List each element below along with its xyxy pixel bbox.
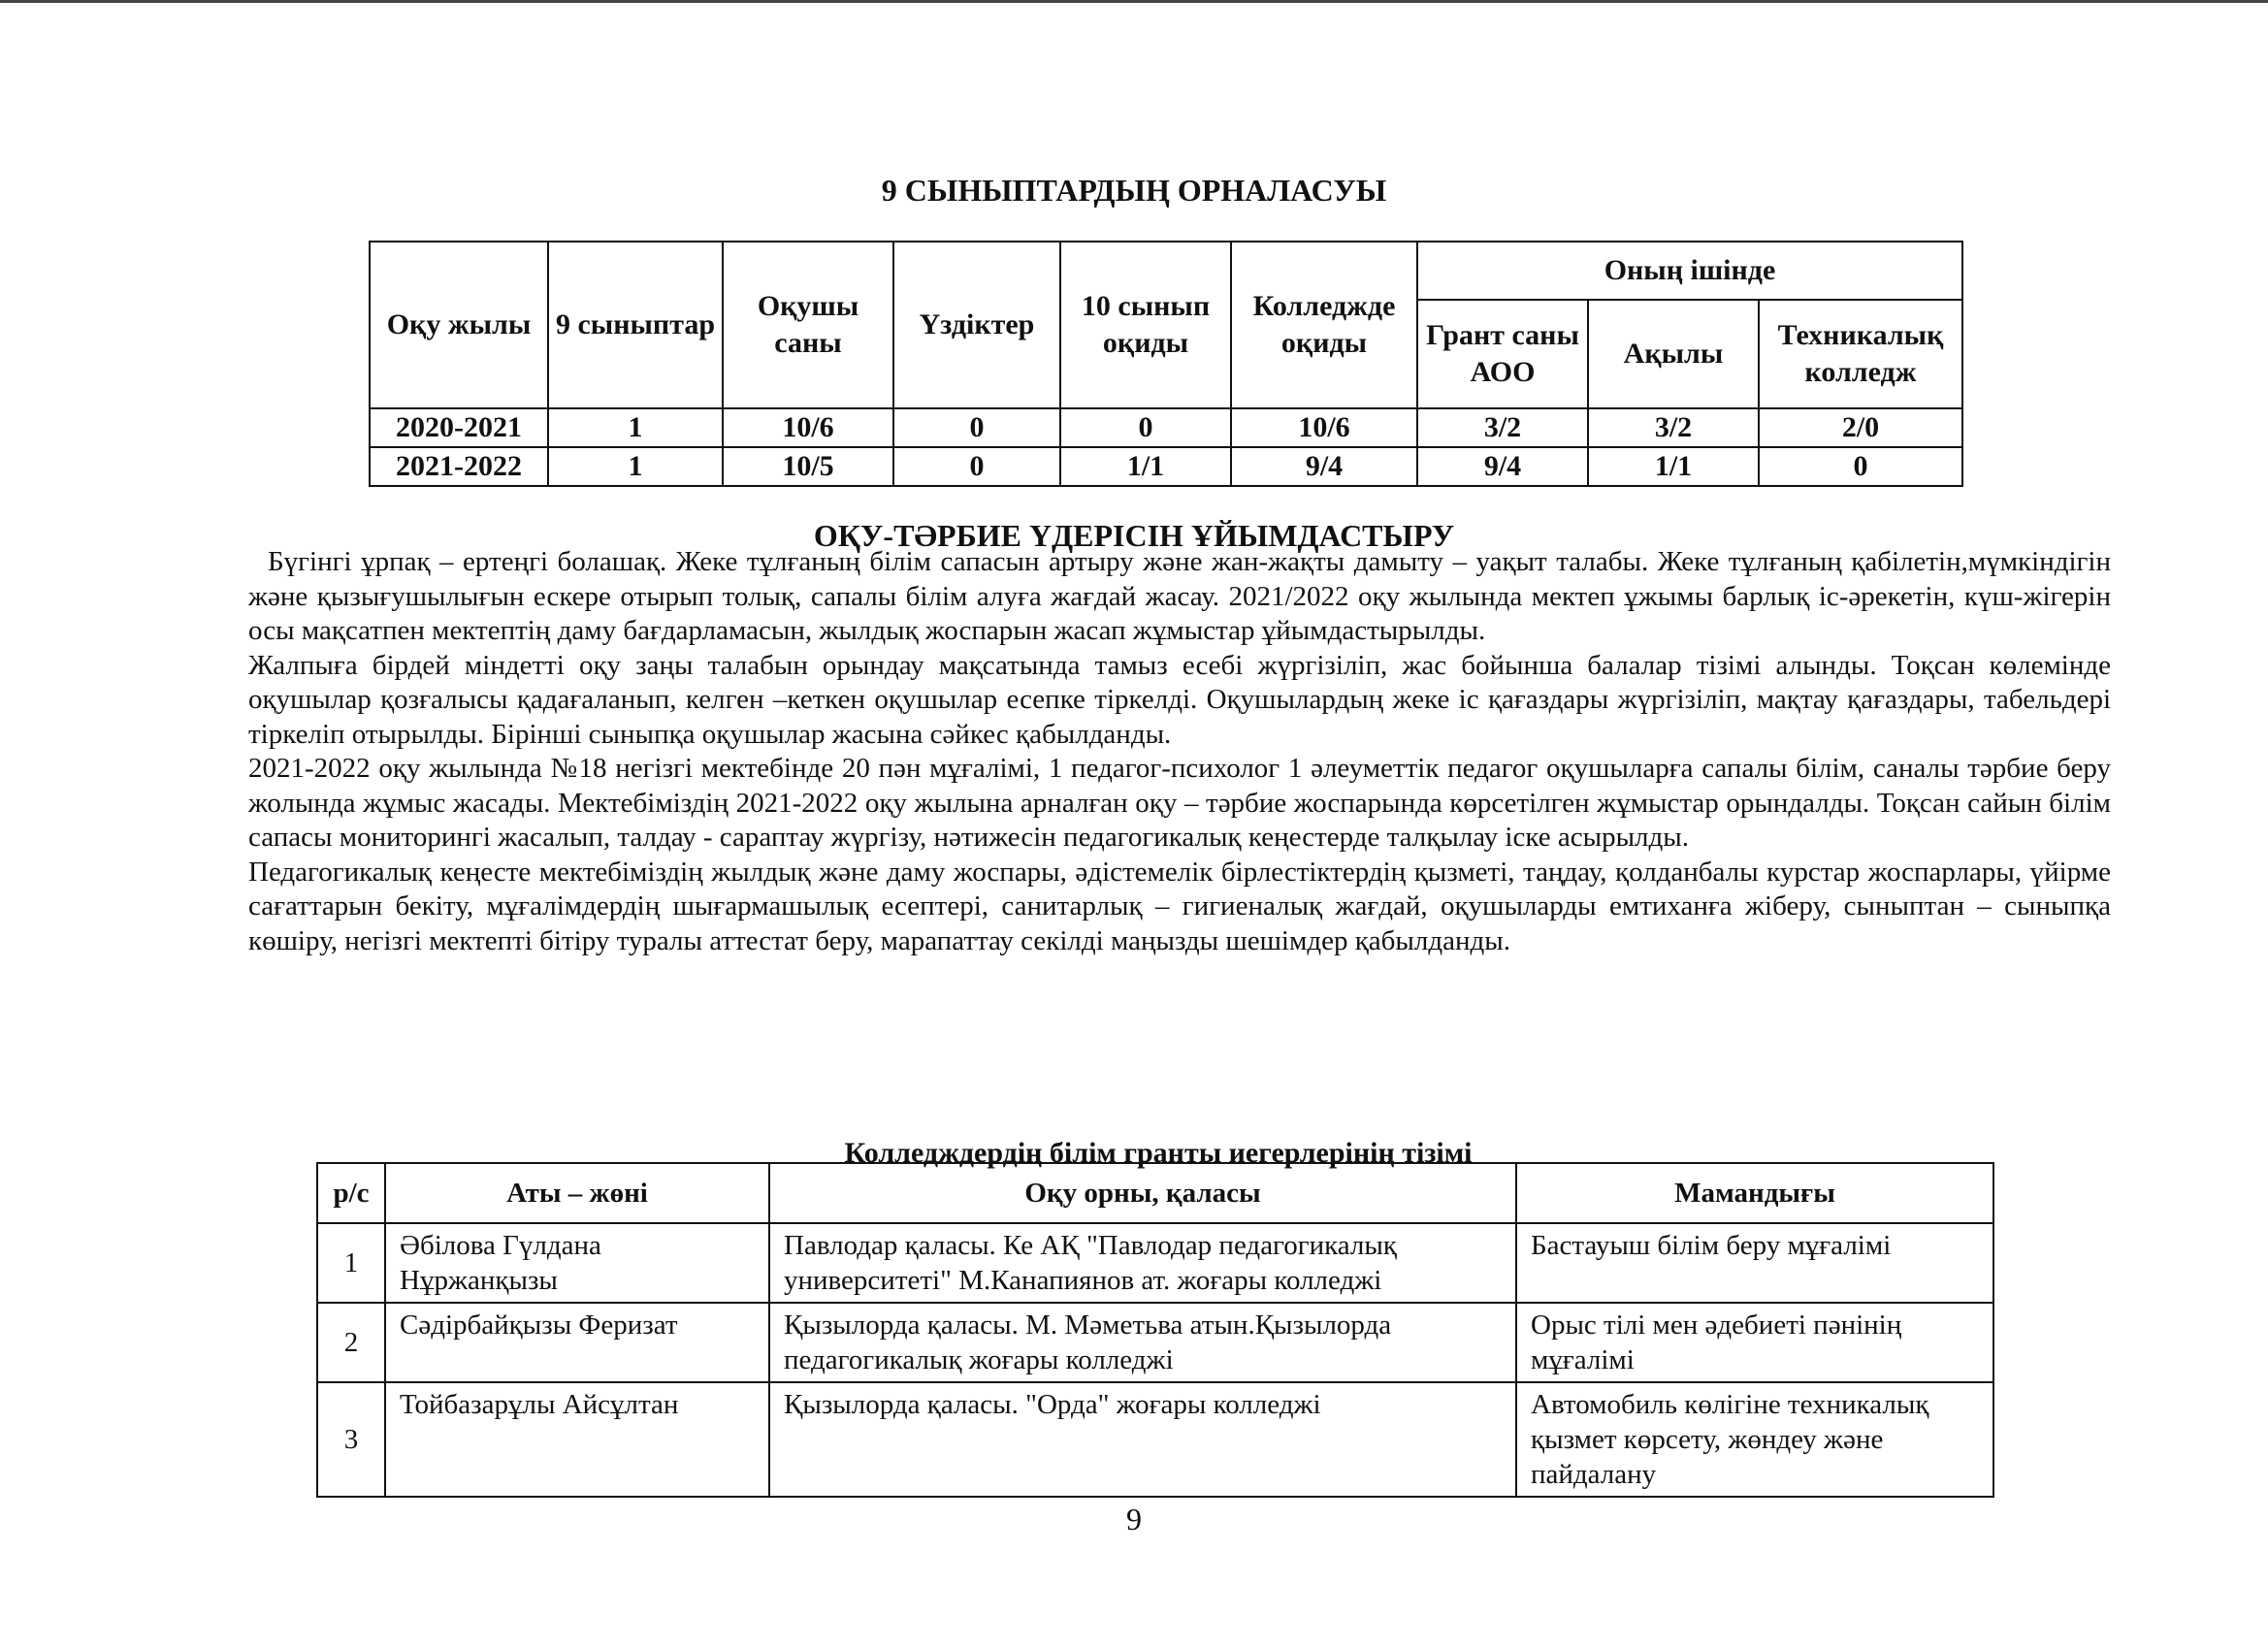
cell-specialty: Бастауыш білім беру мұғалімі [1516,1223,1993,1303]
body-text [248,545,2111,958]
cell-place: Қызылорда қаласы. М. Мәметьва атын.Қызылорда педагогикалық жоғары колледжі [769,1303,1516,1382]
placement-header-row [370,242,1962,300]
page-number: 9 [1126,1502,1142,1536]
cell-specialty: Орыс тілі мен әдебиеті пәнінің мұғалімі [1516,1303,1993,1382]
cell-excellent: 0 [893,408,1060,447]
table-row [317,1223,1993,1303]
paragraph-1: Бүгінгі ұрпақ – ертеңгі болашақ. Жеке тұлғаның білім сапасын артыру және жан-жақты дамыту – уақыт талабы. Жеке тұлғаның қабілетін,мүмкіндігін және қызығушылығын ескере отырып толық, сапалы білім алуға жағдай жасау. 2021/2022 оқу жылында мектеп ұжымы барлық іс-әрекетін, күш-жігерін осы мақсатпен мектептің даму бағдарламасын, жылдық жоспарын жасап жұмыстар ұйымдастырылды. [248,546,2111,646]
cell-college: 10/6 [1231,408,1417,447]
section-title-education-process: ОҚУ-ТӘРБИЕ ҮДЕРІСІН ҰЙЫМДАСТЫРУ [813,518,1455,553]
section-title-9th-grade-placement: 9 СЫНЫПТАРДЫҢ ОРНАЛАСУЫ [881,173,1387,208]
cell-year: 2021-2022 [370,447,548,486]
cell-grade10: 0 [1060,408,1231,447]
table-row [370,447,1962,486]
cell-num: 2 [317,1303,385,1382]
header-classes: 9 сыныптар [548,242,723,408]
cell-grade10: 1/1 [1060,447,1231,486]
grant-holders-table [316,1162,1994,1498]
cell-students: 10/5 [723,447,893,486]
cell-tech: 0 [1759,447,1962,486]
cell-tech: 2/0 [1759,408,1962,447]
cell-paid: 3/2 [1588,408,1759,447]
cell-classes: 1 [548,408,723,447]
cell-grant: 9/4 [1417,447,1588,486]
section-title-grant-holders: Колледждердің білім гранты иегерлерінің тізімі [844,1137,1473,1169]
header-specialty: Мамандығы [1516,1163,1993,1223]
paragraph-4: Педагогикалық кеңесте мектебіміздің жылдық және даму жоспары, әдістемелік бірлестіктердің қызметі, таңдау, қолданбалы курстар жоспарлары, үйірме сағаттарын бекіту, мұғалімдердің шығармашылық есептері, санитарлық – гигиеналық жағдай, оқушыларды емтиханға жіберу, сыныптан – сыныпқа көшіру, негізгі мектепті бітіру туралы аттестат беру, марапаттау секілді маңызды шешімдер қабылданды. [248,856,2111,956]
cell-num: 1 [317,1223,385,1303]
cell-name: Тойбазарұлы Айсұлтан [385,1382,769,1497]
header-paid: Ақылы [1588,300,1759,408]
cell-grant: 3/2 [1417,408,1588,447]
header-name: Аты – жөні [385,1163,769,1223]
header-excellent: Үздіктер [893,242,1060,408]
table-row [317,1382,1993,1497]
header-num: р/с [317,1163,385,1223]
header-place: Оқу орны, қаласы [769,1163,1516,1223]
header-including: Оның ішінде [1417,242,1962,300]
cell-excellent: 0 [893,447,1060,486]
cell-classes: 1 [548,447,723,486]
cell-specialty: Автомобиль көлігіне техникалық қызмет көрсету, жөндеу және пайдалану [1516,1382,1993,1497]
cell-students: 10/6 [723,408,893,447]
cell-college: 9/4 [1231,447,1417,486]
paragraph-2: Жалпыға бірдей міндетті оқу заңы талабын орындау мақсатында тамыз есебі жүргізіліп, жас бойынша балалар тізімі алынды. Тоқсан көлемінде оқушылар қозғалысы қадағаланып, келген –кеткен оқушылар есепке тіркелді. Оқушылардың жеке іс қағаздары жүргізіліп, мақтау қағаздары, табельдері тіркеліп отырылды. Бірінші сыныпқа оқушылар жасына сәйкес қабылданды. [248,649,2111,750]
header-students: Оқушы саны [723,242,893,408]
header-grant: Грант саны АОО [1417,300,1588,408]
cell-num: 3 [317,1382,385,1497]
header-tech: Техникалық колледж [1759,300,1962,408]
header-grade10: 10 сынып оқиды [1060,242,1231,408]
cell-paid: 1/1 [1588,447,1759,486]
table-row [370,408,1962,447]
cell-name: Сәдірбайқызы Феризат [385,1303,769,1382]
header-college: Колледжде оқиды [1231,242,1417,408]
table-row [317,1303,1993,1382]
cell-place: Қызылорда қаласы. "Орда" жоғары колледжі [769,1382,1516,1497]
cell-name: Әбілова Гүлдана Нұржанқызы [385,1223,769,1303]
grant-header-row [317,1163,1993,1223]
page-top-edge [0,0,2268,3]
cell-year: 2020-2021 [370,408,548,447]
header-year: Оқу жылы [370,242,548,408]
placement-table [369,241,1963,487]
cell-place: Павлодар қаласы. Ке АҚ "Павлодар педагогикалық университеті" М.Канапиянов ат. жоғары колледжі [769,1223,1516,1303]
paragraph-3: 2021-2022 оқу жылында №18 негізгі мектебінде 20 пән мұғалімі, 1 педагог-психолог 1 әлеуметтік педагог оқушыларға сапалы білім, саналы тәрбие беру жолында жұмыс жасады. Мектебіміздің 2021-2022 оқу жылына арналған оқу – тәрбие жоспарында көрсетілген жұмыстар орындалды. Тоқсан сайын білім сапасы мониторингі жасалып, талдау - сараптау жүргізу, нәтижесін педагогикалық кеңестерде талқылау іске асырылды. [248,753,2111,853]
